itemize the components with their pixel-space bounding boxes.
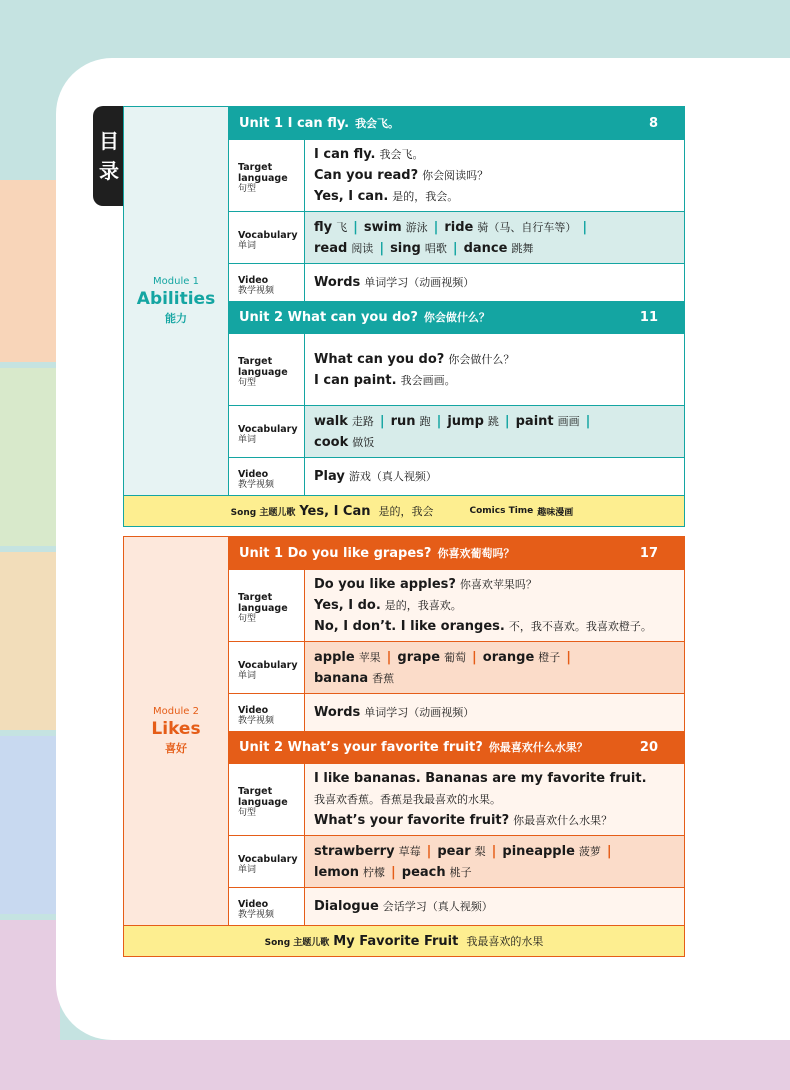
sentence-en: No, I don’t. I like oranges. [314,619,505,634]
video-title: Words [314,705,361,720]
comics-label: Comics Time [469,506,534,516]
module-table [123,536,685,957]
unit-title: Unit 2 What’s your favorite fruit? [239,740,483,755]
vocab-label-cell [229,642,305,693]
vocab-label-cn: 单词 [238,434,257,445]
module-content [229,537,684,925]
video-line [314,896,675,917]
sentence-cn: 我喜欢香蕉。香蕉是我最喜欢的水果。 [314,793,501,806]
separator-bar: | [504,413,510,429]
unit-page-number: 20 [639,739,658,755]
sentence-en: What’s your favorite fruit? [314,813,510,828]
vocab-word: jump [447,413,484,429]
vocab-word-cn: 柠檬 [363,865,386,879]
video-line [314,466,675,487]
video-title: Dialogue [314,899,379,914]
target-label-cell [229,570,305,641]
separator-bar: | [472,649,477,665]
video-label-cell [229,694,305,731]
song-title-cn: 我最喜欢的水果 [466,935,544,948]
video-label-cn: 教学视频 [238,715,275,726]
separator-bar: | [391,864,396,880]
vocab-word: pear [437,843,471,859]
song-label: Song 主题儿歌 [230,507,296,518]
separator-bar: | [566,649,572,665]
target-sentence [314,165,675,186]
separator-bar: | [379,413,385,429]
video-title-cn: 会话学习（真人视频） [382,900,493,913]
sentence-en: I like bananas. Bananas are my favorite fruit. [314,771,647,786]
vocab-word-cn: 走路 [351,414,374,428]
toc-tab-char-2: 录 [99,159,119,183]
vocab-line [314,668,675,689]
vocab-word-cn: 苹果 [358,650,381,664]
module-name: Abilities [136,289,216,309]
toc-tab-char-1: 目 [99,129,119,153]
song-title: My Favorite Fruit [333,933,459,949]
target-label-en-2: language [238,797,288,808]
vocabulary-row [229,835,684,887]
video-row [229,693,684,731]
video-label-en: Video [238,274,269,286]
vocab-word: peach [401,864,446,880]
separator-bar: | [426,843,432,859]
vocab-word-cn: 阅读 [351,241,374,255]
module-number: Module 1 [153,276,199,287]
unit-page-number: 11 [639,309,658,325]
vocab-word-cn: 梨 [474,844,486,858]
vocab-line [314,432,675,453]
vocab-word: fly [314,219,333,235]
vocab-line [314,647,675,668]
target-label-en-1: Target [238,356,273,367]
unit-title: Unit 1 I can fly. [239,116,350,131]
module-name-cn: 喜好 [165,742,187,755]
unit-page-number: 8 [648,115,658,131]
target-label-cn: 句型 [238,614,257,624]
video-label-en: Video [238,468,269,480]
vocab-label-en: Vocabulary [238,659,298,671]
video-label-en: Video [238,898,269,910]
vocab-word: lemon [314,864,360,880]
sentence-cn: 我会画画。 [400,373,456,387]
target-label-cn: 句型 [238,184,257,194]
vocab-label-cn: 单词 [238,670,257,681]
vocab-line [314,862,675,883]
vocab-label-cell [229,212,305,263]
module-body [124,537,684,925]
vocab-word-cn: 香蕉 [372,671,395,685]
vocab-word: banana [314,670,369,686]
vocab-label-cn: 单词 [238,864,257,875]
separator-bar: | [379,240,385,256]
vocab-word: dance [463,240,508,256]
module-title-cell [124,537,229,925]
vocab-label-cell [229,836,305,887]
target-language-values [305,140,684,211]
video-title: Play [314,469,345,484]
module-name-cn: 能力 [165,312,187,325]
separator-bar: | [585,413,591,429]
song-bar[interactable] [124,925,684,956]
sentence-cn: 你喜欢苹果吗？ [459,578,537,591]
vocab-word: strawberry [314,843,395,859]
unit-title-wrap [239,309,490,325]
vocab-label-cell [229,406,305,457]
video-title-cn: 单词学习（动画视频） [364,706,475,719]
unit-title-cn: 我会飞。 [355,117,400,130]
sentence-cn: 你会做什么？ [448,352,515,366]
video-label-cell [229,264,305,301]
video-title-cn: 单词学习（动画视频） [364,276,475,289]
vocab-word-cn: 橙子 [538,650,561,664]
sentence-en: What can you do? [314,351,445,367]
video-line [314,702,675,723]
module-content [229,107,684,495]
target-language-row [229,569,684,641]
unit-title-cn: 你喜欢葡萄吗？ [437,547,515,560]
video-values[interactable] [305,694,684,731]
target-label-en-2: language [238,173,288,184]
vocabulary-values [305,406,684,457]
video-row [229,457,684,495]
vocab-line [314,411,675,432]
unit-title: Unit 2 What can you do? [239,310,418,325]
video-label-cell [229,888,305,925]
vocab-word-cn: 草莓 [398,844,421,858]
side-tab-1 [0,180,60,362]
sentence-en: Do you like apples? [314,577,456,592]
separator-bar: | [386,649,392,665]
target-label-cn: 句型 [238,378,257,388]
target-label-en-1: Target [238,592,273,603]
vocabulary-values [305,642,684,693]
vocab-word: grape [397,649,441,665]
sentence-en: I can paint. [314,372,397,388]
target-sentence [314,768,675,789]
side-tab-3 [0,552,60,730]
song-title: Yes, I Can [299,503,371,519]
vocab-word: pineapple [502,843,575,859]
song-title-cn: 是的，我会 [378,505,434,518]
vocabulary-values [305,836,684,887]
video-values[interactable] [305,264,684,301]
target-label-en-2: language [238,603,288,614]
target-sentence [314,349,675,370]
toc-tab [93,106,125,206]
target-sentence [314,144,675,165]
vocab-word-cn: 骑（马、自行车等） [477,220,577,234]
song-label: Song 主题儿歌 [264,937,330,948]
vocab-line [314,841,675,862]
module-title-cell [124,107,229,495]
video-label-en: Video [238,704,269,716]
target-language-values [305,334,684,405]
video-label-cell [229,458,305,495]
vocab-line [314,238,675,259]
unit-title-cn: 你最喜欢什么水果？ [488,741,588,754]
module-name: Likes [151,719,201,739]
vocab-word: cook [314,434,349,450]
vocabulary-row [229,641,684,693]
vocab-word-cn: 跳 [487,414,499,428]
separator-bar: | [582,219,588,235]
unit-title: Unit 1 Do you like grapes? [239,546,432,561]
target-sentence [314,370,675,391]
vocab-word-cn: 桃子 [449,865,472,879]
vocabulary-row [229,405,684,457]
target-sentence [314,574,675,595]
target-label-en-1: Target [238,786,273,797]
target-language-values [305,570,684,641]
separator-bar: | [353,219,358,235]
vocab-line [314,217,675,238]
sentence-cn: 是的，我喜欢。 [384,599,462,612]
vocab-label-en: Vocabulary [238,229,298,241]
module-body [124,107,684,495]
vocab-word: run [390,413,416,429]
video-values[interactable] [305,888,684,925]
vocabulary-values [305,212,684,263]
sentence-en: I can fly. [314,147,376,162]
target-sentence [314,595,675,616]
target-sentence [314,186,675,207]
video-title: Words [314,275,361,290]
vocab-label-cn: 单词 [238,240,257,251]
vocab-word: swim [363,219,402,235]
vocab-word: apple [314,649,355,665]
unit-title-wrap [239,545,514,561]
background-bottom [0,1040,790,1090]
separator-bar: | [433,219,439,235]
vocab-word-cn: 飞 [336,220,348,234]
unit-header[interactable] [229,301,684,333]
target-label-cell [229,764,305,835]
unit-title-wrap [239,115,399,131]
target-label-cn: 句型 [238,808,257,818]
video-label-cn: 教学视频 [238,909,275,920]
sentence-cn: 不，我不喜欢。我喜欢橙子。 [508,620,652,633]
sentence-cn: 你会阅读吗？ [422,169,489,182]
vocab-word-cn: 菠萝 [578,844,601,858]
vocab-word-cn: 跳舞 [511,241,534,255]
video-label-cn: 教学视频 [238,285,275,296]
unit-header[interactable] [229,107,684,139]
separator-bar: | [606,843,612,859]
sentence-cn: 我会飞。 [379,148,424,161]
vocabulary-row [229,211,684,263]
target-language-row [229,763,684,835]
vocab-label-en: Vocabulary [238,853,298,865]
target-sentence [314,789,675,810]
vocab-word: walk [314,413,348,429]
unit-title-cn: 你会做什么？ [423,311,490,324]
target-label-en-1: Target [238,162,273,173]
unit-title-wrap [239,739,588,755]
vocab-word: sing [390,240,421,256]
vocab-label-en: Vocabulary [238,423,298,435]
side-tab-2 [0,368,60,546]
vocab-word-cn: 做饭 [352,435,375,449]
module-table [123,106,685,527]
comics-label-cn: 趣味漫画 [537,507,574,518]
side-tab-5 [0,920,60,1040]
sentence-en: Yes, I do. [314,598,381,613]
unit-page-number: 17 [639,545,658,561]
target-language-values [305,764,684,835]
separator-bar: | [491,843,497,859]
vocab-word-cn: 画画 [557,414,580,428]
target-language-row [229,333,684,405]
vocab-word-cn: 唱歌 [424,241,447,255]
video-title-cn: 游戏（真人视频） [348,470,437,483]
sentence-en: Can you read? [314,168,419,183]
module-number: Module 2 [153,706,199,717]
video-line [314,272,675,293]
video-row [229,263,684,301]
target-sentence [314,616,675,637]
vocab-word-cn: 游泳 [405,220,428,234]
vocab-word-cn: 葡萄 [444,650,467,664]
separator-bar: | [436,413,442,429]
target-label-cell [229,140,305,211]
vocab-word: ride [444,219,474,235]
unit-header[interactable] [229,731,684,763]
video-values[interactable] [305,458,684,495]
vocab-word: orange [482,649,535,665]
vocab-word-cn: 跑 [419,414,431,428]
target-label-en-2: language [238,367,288,378]
sentence-en: Yes, I can. [314,189,389,204]
sentence-cn: 是的，我会。 [392,190,459,203]
vocab-word: read [314,240,348,256]
video-label-cn: 教学视频 [238,479,275,490]
target-sentence [314,810,675,831]
song-bar[interactable] [124,495,684,526]
separator-bar: | [452,240,458,256]
side-tab-4 [0,736,60,914]
vocab-word: paint [515,413,554,429]
video-row [229,887,684,925]
unit-header[interactable] [229,537,684,569]
target-label-cell [229,334,305,405]
sentence-cn: 你最喜欢什么水果？ [513,814,613,827]
target-language-row [229,139,684,211]
